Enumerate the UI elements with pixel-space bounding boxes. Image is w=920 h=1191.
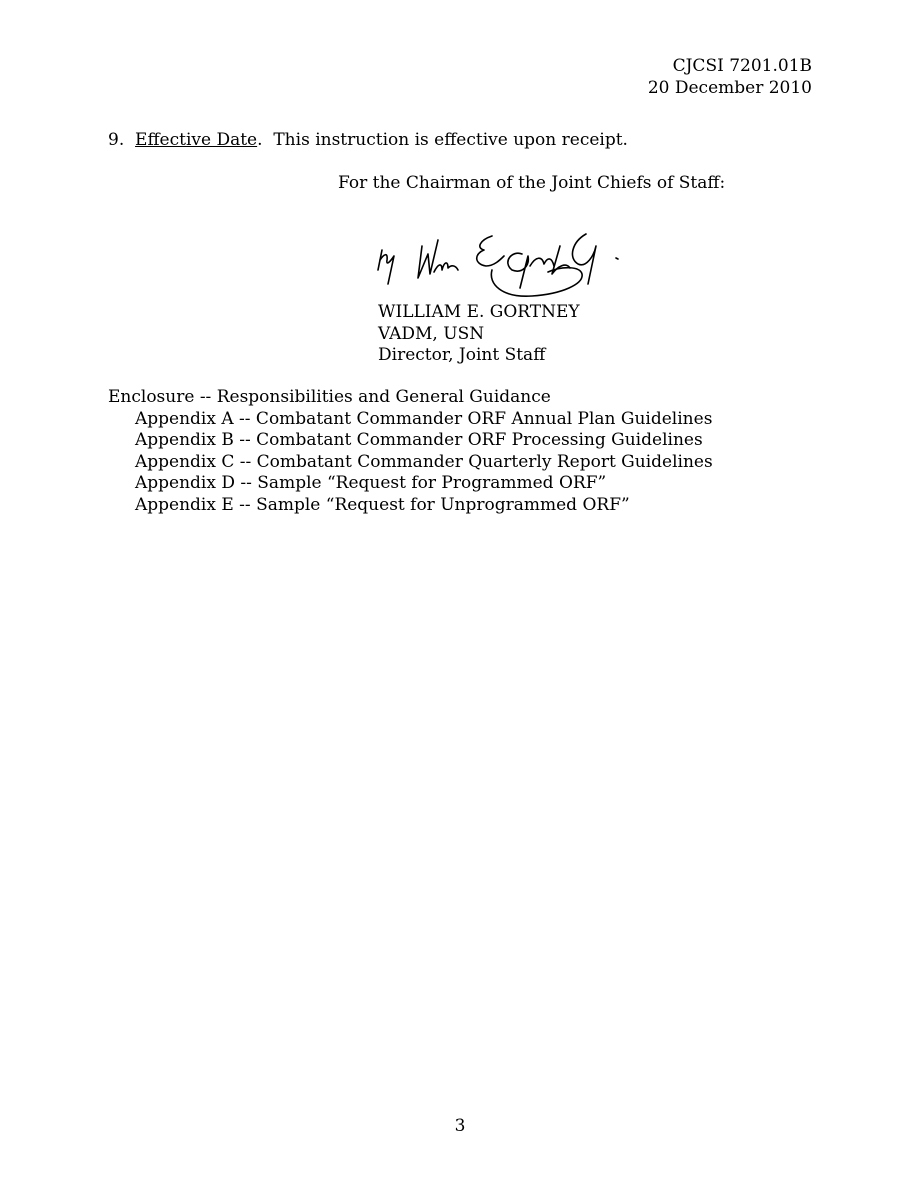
appendix-item: Appendix E -- Sample “Request for Unprogrammed ORF” xyxy=(135,494,630,515)
document-number: CJCSI 7201.01B xyxy=(672,56,812,76)
document-header xyxy=(648,56,812,99)
paragraph-title: Effective Date xyxy=(135,130,258,150)
handwritten-signature xyxy=(372,226,632,308)
enclosure-label: Enclosure -- Responsibilities and General Guidance xyxy=(108,387,551,407)
enclosure-list xyxy=(108,387,713,516)
appendix-item: Appendix D -- Sample “Request for Programmed ORF” xyxy=(135,473,607,493)
appendix-item: Appendix A -- Combatant Commander ORF Annual Plan Guidelines xyxy=(135,408,713,429)
appendix-item: Appendix C -- Combatant Commander Quarterly Report Guidelines xyxy=(135,451,713,472)
signer-name: WILLIAM E. GORTNEY xyxy=(378,302,580,322)
paragraph-number: 9. xyxy=(108,130,125,150)
page-number: 3 xyxy=(454,1116,466,1136)
signer-title: Director, Joint Staff xyxy=(378,345,546,365)
paragraph-text: This instruction is effective upon receipt. xyxy=(273,130,628,150)
paragraph-effective-date xyxy=(108,130,628,152)
appendix-item: Appendix B -- Combatant Commander ORF Processing Guidelines xyxy=(135,430,703,450)
for-chairman-line: For the Chairman of the Joint Chiefs of Staff: xyxy=(338,173,726,193)
signature-block xyxy=(378,302,580,367)
signer-rank: VADM, USN xyxy=(378,323,485,344)
paragraph-title-punct: . xyxy=(257,130,263,150)
document-date: 20 December 2010 xyxy=(647,77,812,98)
